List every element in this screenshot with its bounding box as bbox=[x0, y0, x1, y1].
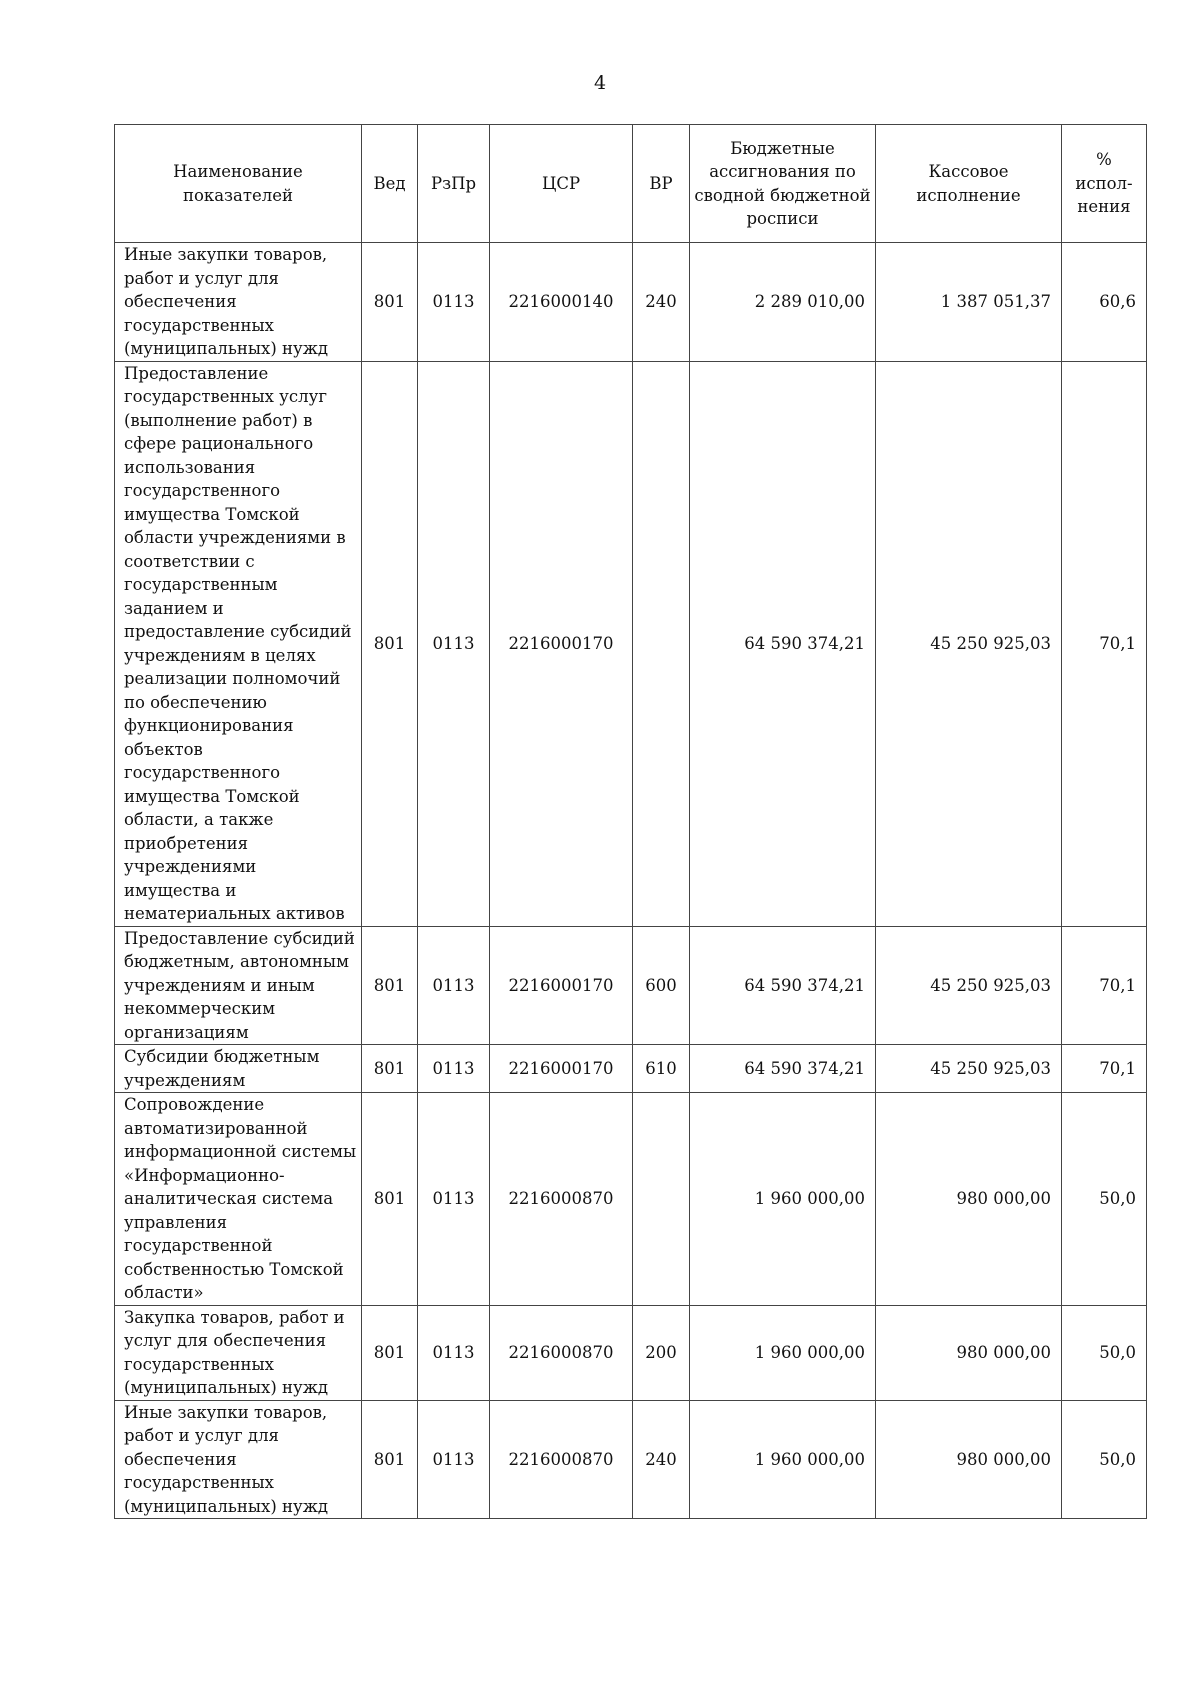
row-pct: 50,0 bbox=[1062, 1093, 1147, 1306]
row-cash: 45 250 925,03 bbox=[876, 926, 1062, 1045]
row-budget: 64 590 374,21 bbox=[690, 1045, 876, 1093]
row-csr: 2216000170 bbox=[490, 1045, 633, 1093]
row-vr bbox=[633, 1093, 690, 1306]
row-name: Сопровождение автоматизированной информационной системы «Информационно-аналитическая система управления государственной собственностью Томской области» bbox=[115, 1093, 362, 1306]
table-header-row bbox=[115, 125, 1147, 243]
row-csr: 2216000870 bbox=[490, 1305, 633, 1400]
row-rzpr: 0113 bbox=[418, 1400, 490, 1519]
row-budget: 64 590 374,21 bbox=[690, 926, 876, 1045]
header-csr: ЦСР bbox=[490, 125, 633, 243]
row-cash: 45 250 925,03 bbox=[876, 361, 1062, 926]
row-pct: 70,1 bbox=[1062, 361, 1147, 926]
row-csr: 2216000170 bbox=[490, 361, 633, 926]
row-rzpr: 0113 bbox=[418, 361, 490, 926]
row-pct: 70,1 bbox=[1062, 926, 1147, 1045]
row-budget: 1 960 000,00 bbox=[690, 1305, 876, 1400]
row-name: Предоставление государственных услуг (выполнение работ) в сфере рационального использования государственного имущества Томской области учреждениями в соответствии с государственным заданием и предоставление субсидий учреждениям в целях реализации полномочий по обеспечению функционирования объектов государственного имущества Томской области, а также приобретения учреждениями имущества и нематериальных активов bbox=[115, 361, 362, 926]
row-vr bbox=[633, 361, 690, 926]
row-ved: 801 bbox=[362, 1093, 418, 1306]
row-ved: 801 bbox=[362, 1400, 418, 1519]
row-pct: 70,1 bbox=[1062, 1045, 1147, 1093]
header-name: Наименование показателей bbox=[115, 125, 362, 243]
row-csr: 2216000870 bbox=[490, 1093, 633, 1306]
row-ved: 801 bbox=[362, 361, 418, 926]
table-row bbox=[115, 926, 1147, 1045]
header-vr: ВР bbox=[633, 125, 690, 243]
table-row bbox=[115, 1305, 1147, 1400]
row-name: Предоставление субсидий бюджетным, автономным учреждениям и иным некоммерческим организациям bbox=[115, 926, 362, 1045]
table-row bbox=[115, 1045, 1147, 1093]
row-vr: 240 bbox=[633, 1400, 690, 1519]
row-name: Иные закупки товаров, работ и услуг для обеспечения государственных (муниципальных) нужд bbox=[115, 1400, 362, 1519]
row-rzpr: 0113 bbox=[418, 1093, 490, 1306]
row-rzpr: 0113 bbox=[418, 1045, 490, 1093]
row-cash: 980 000,00 bbox=[876, 1305, 1062, 1400]
table-row bbox=[115, 1400, 1147, 1519]
row-vr: 600 bbox=[633, 926, 690, 1045]
row-vr: 200 bbox=[633, 1305, 690, 1400]
row-ved: 801 bbox=[362, 243, 418, 362]
row-csr: 2216000140 bbox=[490, 243, 633, 362]
row-ved: 801 bbox=[362, 1045, 418, 1093]
row-name: Закупка товаров, работ и услуг для обеспечения государственных (муниципальных) нужд bbox=[115, 1305, 362, 1400]
table-row bbox=[115, 361, 1147, 926]
page-number: 4 bbox=[593, 72, 607, 94]
header-ved: Вед bbox=[362, 125, 418, 243]
row-pct: 50,0 bbox=[1062, 1400, 1147, 1519]
row-ved: 801 bbox=[362, 1305, 418, 1400]
row-budget: 1 960 000,00 bbox=[690, 1400, 876, 1519]
row-name: Субсидии бюджетным учреждениям bbox=[115, 1045, 362, 1093]
row-cash: 45 250 925,03 bbox=[876, 1045, 1062, 1093]
row-budget: 2 289 010,00 bbox=[690, 243, 876, 362]
row-csr: 2216000870 bbox=[490, 1400, 633, 1519]
row-ved: 801 bbox=[362, 926, 418, 1045]
row-vr: 610 bbox=[633, 1045, 690, 1093]
table-row bbox=[115, 243, 1147, 362]
header-pct: % испол-нения bbox=[1062, 125, 1147, 243]
table-row bbox=[115, 1093, 1147, 1306]
budget-execution-table bbox=[114, 124, 1147, 1519]
row-name: Иные закупки товаров, работ и услуг для обеспечения государственных (муниципальных) нужд bbox=[115, 243, 362, 362]
row-pct: 60,6 bbox=[1062, 243, 1147, 362]
header-budget: Бюджетные ассигнования по сводной бюджетной росписи bbox=[690, 125, 876, 243]
row-cash: 980 000,00 bbox=[876, 1093, 1062, 1306]
row-rzpr: 0113 bbox=[418, 1305, 490, 1400]
row-budget: 1 960 000,00 bbox=[690, 1093, 876, 1306]
row-budget: 64 590 374,21 bbox=[690, 361, 876, 926]
header-cash: Кассовое исполнение bbox=[876, 125, 1062, 243]
row-pct: 50,0 bbox=[1062, 1305, 1147, 1400]
row-csr: 2216000170 bbox=[490, 926, 633, 1045]
row-rzpr: 0113 bbox=[418, 243, 490, 362]
row-cash: 1 387 051,37 bbox=[876, 243, 1062, 362]
row-vr: 240 bbox=[633, 243, 690, 362]
row-rzpr: 0113 bbox=[418, 926, 490, 1045]
header-rzpr: РзПр bbox=[418, 125, 490, 243]
row-cash: 980 000,00 bbox=[876, 1400, 1062, 1519]
